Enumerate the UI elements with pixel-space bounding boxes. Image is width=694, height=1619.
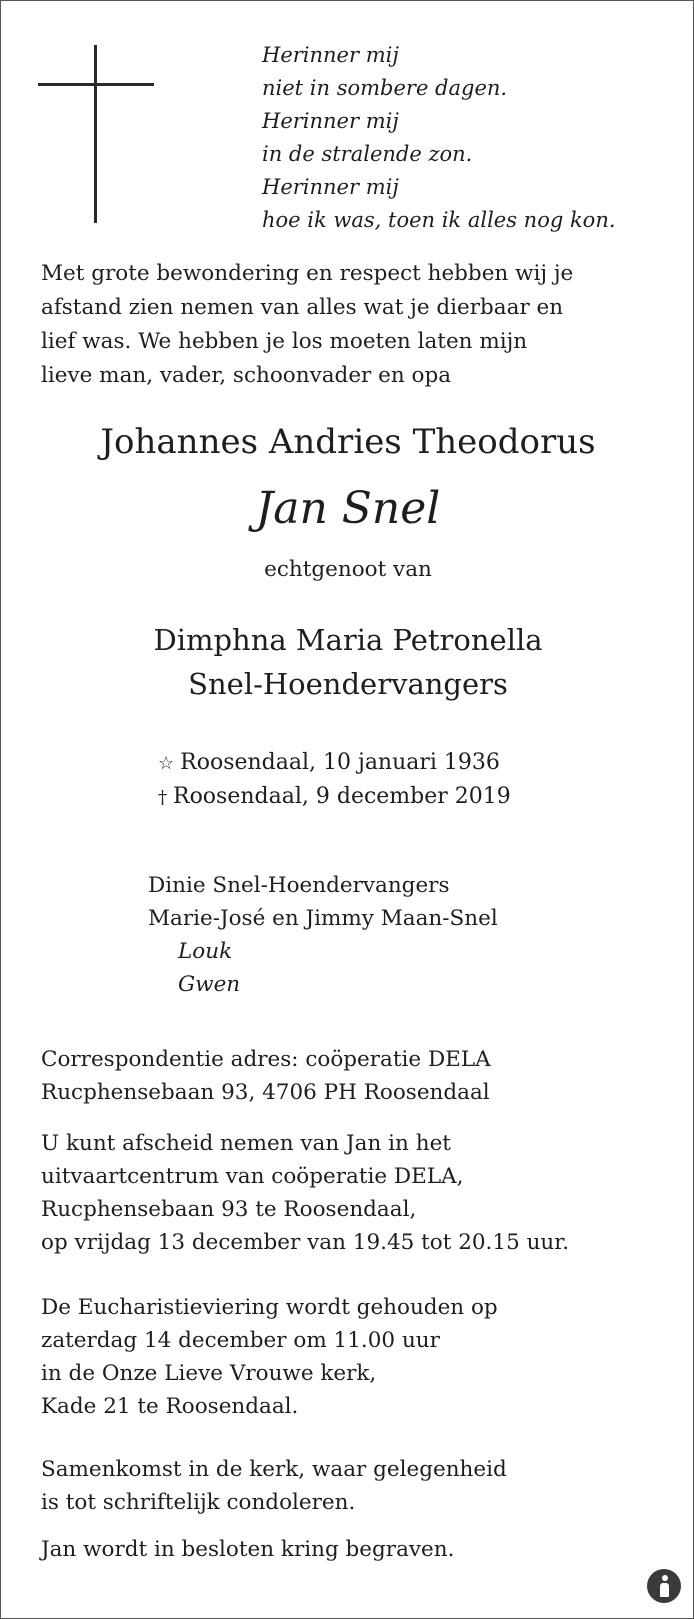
service-line: De Eucharistieviering wordt gehouden op	[41, 1295, 498, 1320]
intro-line: lief was. We hebben je los moeten laten mijn	[41, 329, 528, 354]
farewell-info	[41, 1127, 681, 1259]
intro-line: Met grote bewondering en respect hebben wij je	[41, 261, 574, 286]
death-row	[158, 780, 511, 814]
poem-line: in de stralende zon.	[262, 142, 473, 166]
spouse-name-line: Snel-Hoendervangers	[188, 667, 508, 701]
intro-text	[41, 257, 671, 393]
gathering-line: Samenkomst in de kerk, waar gelegenheid	[41, 1457, 507, 1482]
burial-line: Jan wordt in besloten kring begraven.	[41, 1537, 455, 1562]
deceased-full-name: Johannes Andries Theodorus	[100, 422, 596, 462]
correspondence-address	[41, 1043, 681, 1109]
family-member: Marie-José en Jimmy Maan-Snel	[148, 906, 498, 931]
life-dates	[158, 746, 511, 814]
cross-icon	[94, 45, 97, 223]
birth-row	[158, 746, 511, 780]
spouse-name	[1, 618, 694, 706]
farewell-line: uitvaartcentrum van coöperatie DELA,	[41, 1164, 464, 1189]
intro-line: lieve man, vader, schoonvader en opa	[41, 363, 452, 388]
spouse-name-line: Dimphna Maria Petronella	[153, 623, 543, 657]
gathering-info	[41, 1453, 681, 1519]
poem	[262, 39, 616, 237]
family-member: Dinie Snel-Hoendervangers	[148, 873, 450, 898]
correspondence-line: Correspondentie adres: coöperatie DELA	[41, 1047, 491, 1072]
poem-line: Herinner mij	[262, 43, 399, 67]
service-line: Kade 21 te Roosendaal.	[41, 1394, 299, 1419]
poem-line: Herinner mij	[262, 109, 399, 133]
family-list	[148, 869, 498, 1001]
deceased-called-name: Jan Snel	[255, 483, 441, 534]
dagger-icon: †	[158, 787, 167, 808]
service-line: zaterdag 14 december om 11.00 uur	[41, 1328, 440, 1353]
cross-icon-bar	[38, 83, 154, 86]
star-icon: ☆	[158, 753, 175, 774]
publisher-logo-icon	[647, 1569, 681, 1603]
service-line: in de Onze Lieve Vrouwe kerk,	[41, 1361, 377, 1386]
burial-info	[41, 1533, 681, 1566]
spouse-relation: echtgenoot van	[264, 557, 432, 582]
farewell-line: Rucphensebaan 93 te Roosendaal,	[41, 1197, 417, 1222]
grandchild: Gwen	[178, 972, 241, 997]
farewell-line: op vrijdag 13 december van 19.45 tot 20.15 uur.	[41, 1230, 570, 1255]
death-date: Roosendaal, 9 december 2019	[173, 784, 511, 809]
farewell-line: U kunt afscheid nemen van Jan in het	[41, 1131, 451, 1156]
grandchild: Louk	[178, 939, 233, 964]
correspondence-line: Rucphensebaan 93, 4706 PH Roosendaal	[41, 1080, 490, 1105]
service-info	[41, 1291, 681, 1423]
poem-line: niet in sombere dagen.	[262, 76, 508, 100]
gathering-line: is tot schriftelijk condoleren.	[41, 1490, 356, 1515]
poem-line: hoe ik was, toen ik alles nog kon.	[262, 208, 616, 232]
intro-line: afstand zien nemen van alles wat je dierbaar en	[41, 295, 564, 320]
poem-line: Herinner mij	[262, 175, 399, 199]
birth-date: Roosendaal, 10 januari 1936	[180, 750, 500, 775]
